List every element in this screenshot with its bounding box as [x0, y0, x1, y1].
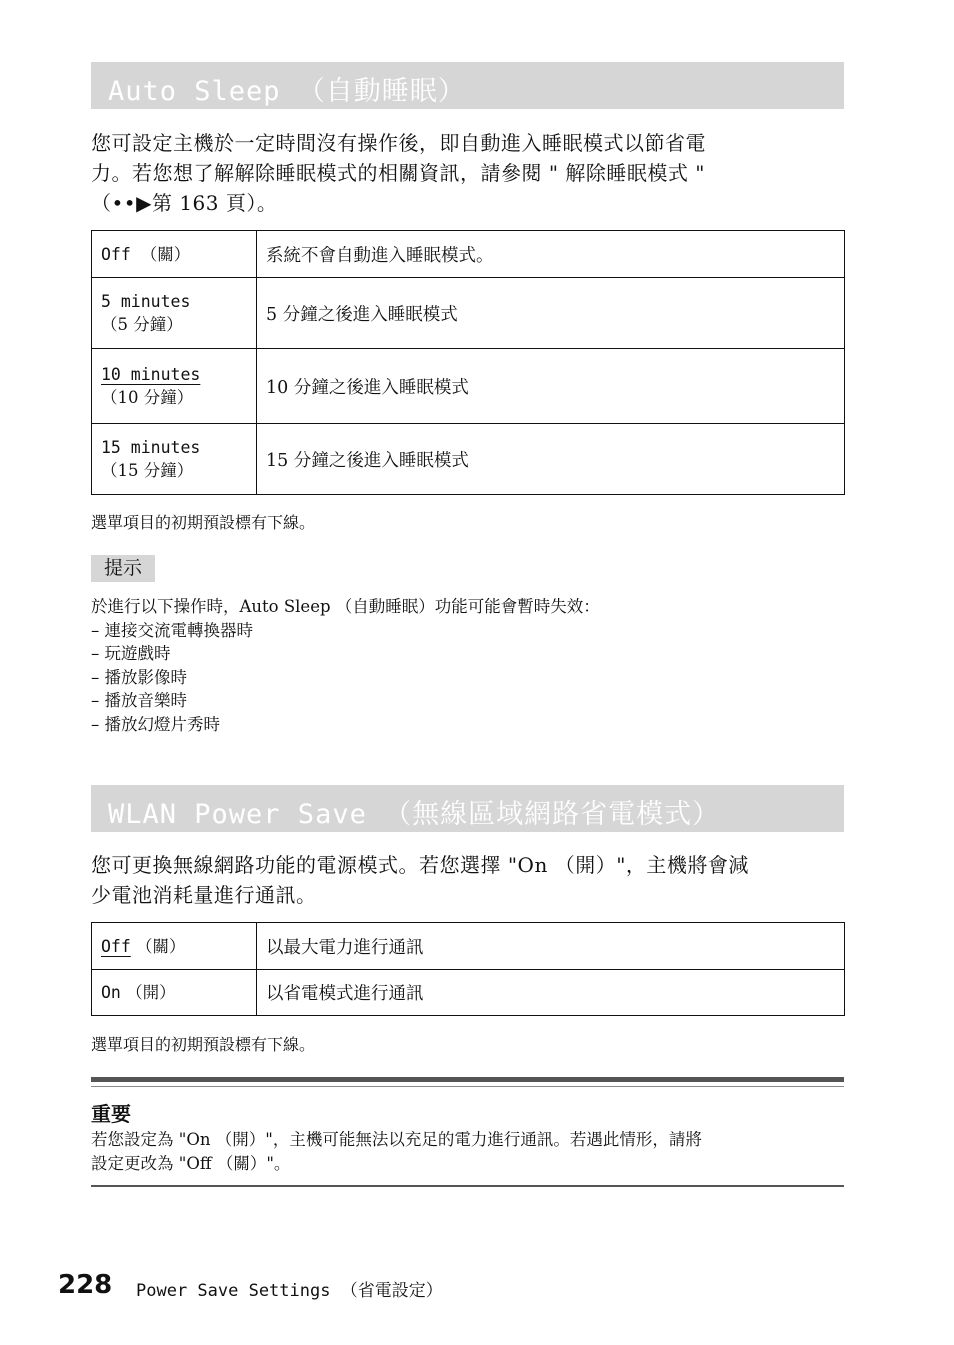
wlan-power-save-title: WLAN Power Save （無線區域網路省電模式） — [108, 799, 721, 830]
option-name: On — [101, 983, 121, 1002]
important-top-rule — [91, 1077, 844, 1082]
hint-item: – 連接交流電轉換器時 — [91, 620, 253, 640]
footer-section-title: Power Save Settings （省電設定） — [136, 1281, 443, 1301]
table-row — [92, 278, 845, 349]
wlan-options-table — [91, 922, 845, 1016]
hint-label: 提示 — [91, 555, 155, 582]
intro-line: 力。若您想了解解除睡眠模式的相關資訊，請參閱 " 解除睡眠模式 " — [91, 161, 705, 185]
important-thin-rule — [91, 1086, 844, 1087]
auto-sleep-options-table — [91, 230, 845, 495]
option-name-zh: （開） — [120, 983, 176, 1002]
option-name-default: 10 minutes — [101, 365, 201, 384]
auto-sleep-title: Auto Sleep （自動睡眠） — [108, 76, 466, 107]
option-name: Off — [101, 244, 131, 264]
hint-item: – 播放音樂時 — [91, 691, 187, 710]
page-number: 228 — [58, 1270, 113, 1300]
option-description: 5 分鐘之後進入睡眠模式 — [257, 278, 845, 349]
option-description: 系統不會自動進入睡眠模式。 — [257, 231, 845, 278]
table-row — [92, 970, 845, 1016]
important-line: 若您設定為 "On （開）"，主機可能無法以充足的電力進行通訊。若遇此情形，請將 — [91, 1130, 702, 1149]
table-row — [92, 349, 845, 424]
hint-line: 於進行以下操作時，Auto Sleep （自動睡眠）功能可能會暫時失效： — [91, 597, 600, 616]
intro-line: 少電池消耗量進行通訊。 — [91, 883, 317, 907]
option-name: 15 minutes — [101, 438, 201, 457]
intro-line: （••▶第 163 頁）。 — [91, 191, 278, 215]
hint-text — [91, 595, 600, 736]
wlan-intro — [91, 850, 847, 910]
option-name-zh: （15 分鐘） — [101, 461, 194, 480]
hint-item: – 播放幻燈片秀時 — [91, 714, 220, 734]
hint-item: – 玩遊戲時 — [91, 644, 171, 663]
important-bottom-rule — [91, 1185, 844, 1187]
option-description: 以最大電力進行通訊 — [257, 923, 845, 970]
table-row — [92, 231, 845, 278]
auto-sleep-header — [91, 62, 844, 109]
important-text — [91, 1128, 847, 1176]
table-row — [92, 923, 845, 970]
option-name-zh: （關） — [130, 936, 186, 956]
table-row — [92, 424, 845, 495]
option-description: 15 分鐘之後進入睡眠模式 — [257, 424, 845, 495]
default-note: 選單項目的初期預設標有下線。 — [91, 513, 316, 532]
intro-line: 您可設定主機於一定時間沒有操作後，即自動進入睡眠模式以節省電 — [91, 131, 706, 155]
option-description: 以省電模式進行通訊 — [257, 970, 845, 1016]
wlan-power-save-header — [91, 785, 844, 832]
hint-item: – 播放影像時 — [91, 667, 187, 687]
option-name-zh: （10 分鐘） — [101, 388, 194, 407]
auto-sleep-intro — [91, 128, 847, 218]
option-name-default: Off — [101, 936, 131, 956]
important-label: 重要 — [91, 1102, 131, 1126]
option-name-zh: （5 分鐘） — [101, 315, 183, 334]
default-note: 選單項目的初期預設標有下線。 — [91, 1035, 316, 1054]
option-name-zh: （關） — [140, 244, 191, 264]
option-name: 5 minutes — [101, 292, 191, 311]
option-description: 10 分鐘之後進入睡眠模式 — [257, 349, 845, 424]
important-line: 設定更改為 "Off （關）"。 — [91, 1154, 291, 1173]
intro-line: 您可更換無線網路功能的電源模式。若您選擇 "On （開）"，主機將會減 — [91, 853, 749, 877]
